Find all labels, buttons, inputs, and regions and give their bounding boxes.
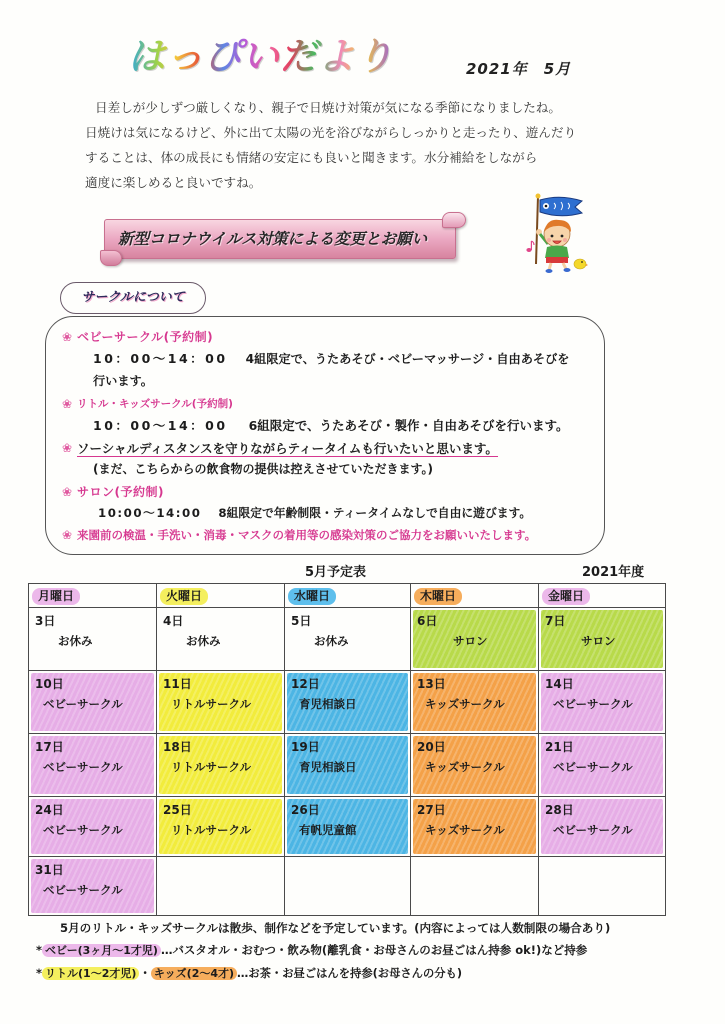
notice-banner xyxy=(100,212,466,266)
calendar-event: キッズサークル xyxy=(425,760,505,774)
calendar-event: 育児相談日 xyxy=(299,697,357,711)
calendar-day-cell xyxy=(411,608,539,671)
calendar-date: 4日 xyxy=(163,614,184,628)
calendar-day-cell xyxy=(29,857,157,916)
banner-curl xyxy=(442,212,466,228)
flower-icon xyxy=(62,438,72,458)
banner-text: 新型コロナウイルス対策による変更とお願い xyxy=(118,230,428,248)
calendar-day-cell xyxy=(157,608,285,671)
calendar-event: お休み xyxy=(186,634,221,648)
child-with-koinobori-icon xyxy=(524,192,588,274)
calendar-day-cell xyxy=(539,734,666,797)
calendar-empty-cell xyxy=(411,857,539,916)
salon-heading: サロン(予約制) xyxy=(77,485,164,499)
calendar-event: サロン xyxy=(453,634,488,648)
calendar-event: お休み xyxy=(58,634,93,648)
calendar-date: 24日 xyxy=(35,803,64,817)
baby-circle-schedule xyxy=(93,348,570,369)
calendar-event: リトルサークル xyxy=(171,760,252,774)
calendar-event: ベビーサークル xyxy=(43,883,123,897)
calendar-date: 20日 xyxy=(417,740,446,754)
calendar-date: 7日 xyxy=(545,614,566,628)
note-marker: * xyxy=(36,966,43,980)
calendar-date: 17日 xyxy=(35,740,64,754)
little-kids-circle-heading: リトル・キッズサークル(予約制) xyxy=(77,398,233,410)
calendar-event: キッズサークル xyxy=(425,823,505,837)
notes-baby xyxy=(36,942,587,959)
calendar-date: 10日 xyxy=(35,677,64,691)
calendar-date: 11日 xyxy=(163,677,192,691)
calendar-date: 25日 xyxy=(163,803,192,817)
little-age-label: リトル(1～2才児) xyxy=(42,967,139,980)
calendar-day-cell xyxy=(539,608,666,671)
baby-age-label: ベビー(3ヶ月～1才児) xyxy=(42,944,161,957)
calendar-day-cell xyxy=(539,797,666,857)
calendar-day-cell xyxy=(29,608,157,671)
little-kids-circle-schedule xyxy=(93,415,569,436)
calendar-date: 27日 xyxy=(417,803,446,817)
baby-circle-time: 10：00～14：00 xyxy=(93,351,228,366)
weekday-label: 木曜日 xyxy=(414,588,462,605)
flower-icon xyxy=(62,482,72,502)
little-kids-items: …お茶・お昼ごはんを持参(お母さんの分も) xyxy=(237,967,463,980)
calendar-date: 14日 xyxy=(545,677,574,691)
tea-time-note: (まだ、こちらからの飲食物の提供は控えさせていただきます。) xyxy=(93,462,434,476)
weekday-header-cell xyxy=(29,584,157,608)
calendar-day-cell xyxy=(539,671,666,734)
calendar-date: 3日 xyxy=(35,614,56,628)
calendar-event: ベビーサークル xyxy=(553,697,633,711)
calendar-empty-cell xyxy=(539,857,666,916)
intro-line: 日焼けは気になるけど、外に出て太陽の光を浴びながらしっかりと走ったり、遊んだり xyxy=(85,125,577,140)
flower-icon xyxy=(62,394,72,414)
flower-icon xyxy=(62,327,72,347)
salon-time: 10:00～14:00 xyxy=(98,506,202,520)
calendar-day-cell xyxy=(285,671,411,734)
calendar-event: 育児相談日 xyxy=(299,760,357,774)
tea-time-notice xyxy=(77,438,498,458)
salon-schedule xyxy=(98,502,531,523)
calendar-date: 28日 xyxy=(545,803,574,817)
newsletter-title: はっぴいだより xyxy=(128,32,394,82)
baby-items: …バスタオル・おむつ・飲み物(離乳食・お母さんのお昼ごはん持参 ok!)など持参 xyxy=(160,943,588,957)
circle-section-label: サークルについて xyxy=(60,282,206,314)
calendar-event: サロン xyxy=(581,634,616,648)
calendar-date: 13日 xyxy=(417,677,446,691)
calendar-day-cell xyxy=(157,797,285,857)
intro-line: 適度に楽しめると良いですね。 xyxy=(85,175,262,190)
salon-detail: 8組限定で年齢制限・ティータイムなしで自由に遊びます。 xyxy=(218,506,532,520)
calendar-empty-cell xyxy=(285,857,411,916)
calendar-date: 5日 xyxy=(291,614,312,628)
calendar-event: ベビーサークル xyxy=(553,823,633,837)
calendar-date: 26日 xyxy=(291,803,320,817)
note-marker: * xyxy=(36,943,43,957)
calendar-day-cell xyxy=(157,734,285,797)
calendar-date: 18日 xyxy=(163,740,192,754)
calendar-day-cell xyxy=(285,734,411,797)
calendar-event: リトルサークル xyxy=(171,823,252,837)
kids-age-label: キッズ(2～4才) xyxy=(151,967,237,980)
calendar-day-cell xyxy=(285,608,411,671)
calendar-day-cell xyxy=(411,734,539,797)
calendar-event: リトルサークル xyxy=(171,697,252,711)
calendar-day-cell xyxy=(157,671,285,734)
issue-date: 2021年 5月 xyxy=(466,60,572,78)
little-kids-circle-time: 10：00～14：00 xyxy=(93,418,228,433)
calendar-event: 有帆児童館 xyxy=(299,823,357,837)
calendar-event: ベビーサークル xyxy=(43,697,123,711)
calendar-day-cell xyxy=(29,797,157,857)
calendar-empty-cell xyxy=(157,857,285,916)
label-separator: ・ xyxy=(139,966,151,980)
schedule-fiscal-year: 2021年度 xyxy=(582,565,645,580)
baby-circle-detail: 4組限定で、うたあそび・ベビーマッサージ・自由あそびを xyxy=(245,352,570,366)
intro-line: 日差しが少しずつ厳しくなり、親子で日焼け対策が気になる季節になりましたね。 xyxy=(95,100,561,115)
weekday-header-cell xyxy=(411,584,539,608)
weekday-header-cell xyxy=(157,584,285,608)
calendar-day-cell xyxy=(285,797,411,857)
calendar-day-cell xyxy=(29,671,157,734)
schedule-title: 5月予定表 xyxy=(305,565,367,580)
weekday-label: 火曜日 xyxy=(160,588,208,605)
weekday-header-cell xyxy=(285,584,411,608)
calendar-event: お休み xyxy=(314,634,349,648)
weekday-label: 金曜日 xyxy=(542,588,590,605)
notes-little-kids xyxy=(36,965,462,982)
calendar-date: 21日 xyxy=(545,740,574,754)
calendar-day-cell xyxy=(411,671,539,734)
baby-circle-heading: ベビーサークル(予約制) xyxy=(77,330,214,344)
calendar-event: ベビーサークル xyxy=(553,760,633,774)
little-kids-circle-detail: 6組限定で、うたあそび・製作・自由あそびを行います。 xyxy=(248,418,569,433)
weekday-label: 水曜日 xyxy=(288,588,336,605)
calendar-date: 6日 xyxy=(417,614,438,628)
calendar-event: キッズサークル xyxy=(425,697,505,711)
calendar-date: 31日 xyxy=(35,863,64,877)
weekday-label: 月曜日 xyxy=(32,588,80,605)
calendar-event: ベビーサークル xyxy=(43,760,123,774)
baby-circle-detail-cont: 行います。 xyxy=(93,374,153,388)
schedule-grid xyxy=(28,583,666,916)
infection-control-request: 来園前の検温・手洗い・消毒・マスクの着用等の感染対策のご協力をお願いいたします。 xyxy=(77,528,537,542)
flower-icon xyxy=(62,525,72,545)
calendar-day-cell xyxy=(411,797,539,857)
weekday-header-cell xyxy=(539,584,666,608)
calendar-event: ベビーサークル xyxy=(43,823,123,837)
intro-line: することは、体の成長にも情緒の安定にも良いと聞きます。水分補給をしながら xyxy=(85,150,538,165)
tea-time-text: ソーシャルディスタンスを守りながらティータイムも行いたいと思います。 xyxy=(77,441,498,456)
calendar-date: 12日 xyxy=(291,677,320,691)
calendar-day-cell xyxy=(29,734,157,797)
calendar-date: 19日 xyxy=(291,740,320,754)
notes-summary: 5月のリトル・キッズサークルは散歩、制作などを予定しています。(内容によっては人数制限の場合あり) xyxy=(60,921,611,935)
